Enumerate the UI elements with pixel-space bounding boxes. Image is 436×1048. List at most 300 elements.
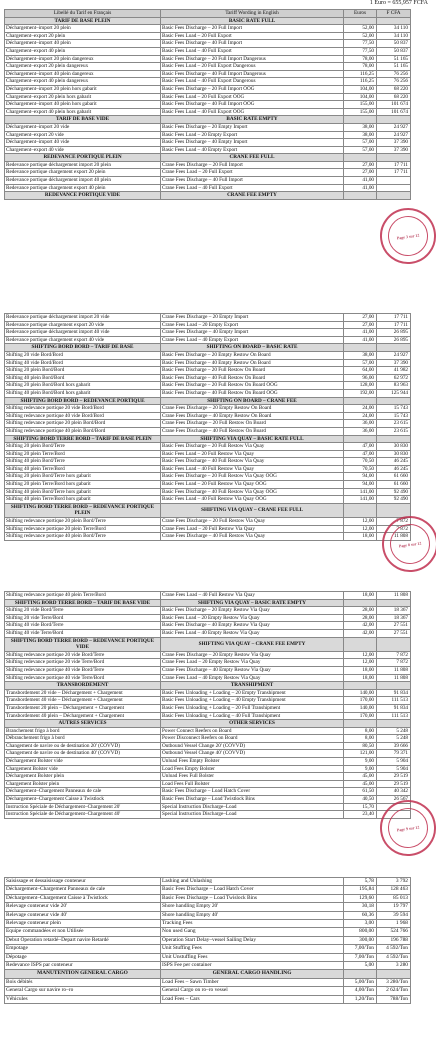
price-fcfa — [377, 184, 411, 192]
tariff-fr: Shifting redevance portique 20 plein Bord/Terre — [5, 518, 161, 526]
section-header-row — [5, 970, 411, 978]
table-row — [5, 697, 411, 705]
section-header-row — [5, 17, 411, 25]
section-filler — [377, 435, 411, 443]
price-fcfa: 79 371 — [377, 750, 411, 758]
tariff-en: Crane Fees Load – 40 Empty Export — [161, 336, 344, 344]
tariff-en: Basic Fees Discharge – 20 Full Import OOG — [161, 85, 344, 93]
header-english: Tariff Wording in English — [161, 10, 344, 18]
tariff-fr: Déchargement Bolster plein — [5, 773, 161, 781]
tariff-fr: Shifting 20 vide Bord/Terre — [5, 607, 161, 615]
tariff-en: Crane Fees Load – 20 Empty Export — [161, 321, 344, 329]
table-row — [5, 336, 411, 344]
section-filler — [377, 637, 411, 651]
price-fcfa: 34 110 — [377, 32, 411, 40]
tariff-fr: Redevance portique déchargement import 20 vide — [5, 314, 161, 322]
table-row — [5, 803, 411, 811]
tariff-fr: Déchargement–import 20 plein hors gabarit — [5, 85, 161, 93]
section-title-en: CRANE FEE FULL — [161, 154, 344, 162]
price-euros: 27,00 — [344, 321, 377, 329]
price-fcfa: 2 624/Ton — [377, 987, 411, 995]
price-euros: 1,20/Ton — [344, 995, 377, 1003]
price-fcfa: 11 808 — [377, 674, 411, 682]
tariff-fr: Redevance portique déchargement import 40 vide — [5, 329, 161, 337]
price-fcfa: 76 256 — [377, 78, 411, 86]
tariff-en: General Cargo on ro–ro vessel — [161, 987, 344, 995]
price-fcfa: 196 788 — [377, 936, 411, 944]
section-header-row — [5, 599, 411, 607]
price-fcfa: 29 519 — [377, 780, 411, 788]
table-row — [5, 622, 411, 630]
price-fcfa: 40 342 — [377, 788, 411, 796]
section-title-en: BASIC RATE EMPTY — [161, 116, 344, 124]
section-title-fr: SHIFTING BORD TERRE BORD – REDEVANCE PORTIQUE VIDE — [5, 637, 161, 651]
tariff-en: Basic Fees Unloading + Loading – 20 Full Transhipment — [161, 704, 344, 712]
tariff-en: Basic Fees Load – 20 Full Export OOG — [161, 93, 344, 101]
tariff-en: Basic Fees Discharge – 20 Empty Restow Via Quay — [161, 607, 344, 615]
price-fcfa: 3 280/Ton — [377, 978, 411, 986]
table-row — [5, 945, 411, 953]
price-euros: 38,00 — [344, 123, 377, 131]
table-row — [5, 146, 411, 154]
section-title-en: SHIFTING VIA QUAY – BASIC RATE FULL — [161, 435, 344, 443]
price-euros: 78,00 — [344, 63, 377, 71]
section-filler — [344, 344, 377, 352]
exchange-rate: 1 Euro = 655,957 FCFA — [369, 0, 428, 6]
tariff-fr: Transbordement 40 plein – Déchargement + Chargement — [5, 712, 161, 720]
tariff-fr: Déchargement–import 20 plein — [5, 25, 161, 33]
section-filler — [344, 720, 377, 728]
price-euros: 300,00 — [344, 936, 377, 944]
section-filler — [377, 192, 411, 200]
section-filler — [344, 637, 377, 651]
tariff-en: Basic Fees Discharge – 40 Full Import — [161, 40, 344, 48]
tariff-en: Basic Fees Discharge – 40 Empty Restow On Board — [161, 359, 344, 367]
tariff-en: Crane Fees Discharge – 20 Empty Restow Via Quay — [161, 651, 344, 659]
price-fcfa: 11 808 — [377, 592, 411, 600]
tariff-fr: Redevance portique déchargement import 40 plein — [5, 177, 161, 185]
section-title-fr: SHIFTING BORD TERRE BORD – REDEVANCE PORTIQUE PLEIN — [5, 503, 161, 517]
tariff-fr: Equipe commandées et non Utilisée — [5, 928, 161, 936]
price-euros: 18,00 — [344, 592, 377, 600]
tariff-fr: Bois débités — [5, 978, 161, 986]
table-row — [5, 666, 411, 674]
tariff-fr: Chargement–export 40 plein hors gabarit — [5, 108, 161, 116]
tariff-en: Basic Fees Discharge – 20 Full Restow On Board OOG — [161, 382, 344, 390]
section-filler — [377, 397, 411, 405]
section-header-row — [5, 503, 411, 517]
price-fcfa: 5 904 — [377, 765, 411, 773]
tariff-en: Operation Start Delay–vessel Sailing Delay — [161, 936, 344, 944]
section-filler — [344, 599, 377, 607]
price-fcfa: 524 766 — [377, 928, 411, 936]
price-euros: 27,00 — [344, 161, 377, 169]
section-filler — [377, 344, 411, 352]
tariff-en: Power Connect Reefers on Board — [161, 727, 344, 735]
tariff-en: Basic Fees Load – 20 Full Restow Via Quay — [161, 450, 344, 458]
tariff-en: Crane Fees Discharge – 20 Full Import — [161, 161, 344, 169]
section-filler — [344, 435, 377, 443]
price-fcfa: 51 165 — [377, 63, 411, 71]
price-fcfa: 24 927 — [377, 123, 411, 131]
table-row — [5, 78, 411, 86]
price-euros: 116,25 — [344, 78, 377, 86]
price-euros: 40,50 — [344, 796, 377, 804]
price-fcfa: 11 808 — [377, 666, 411, 674]
section-title-en: TRANSHIPMENT — [161, 682, 344, 690]
price-euros: 129,60 — [344, 894, 377, 902]
table-row — [5, 496, 411, 504]
price-euros: 121,00 — [344, 750, 377, 758]
price-euros: 140,00 — [344, 704, 377, 712]
tariff-en: Basic Fees Load – 20 Full Restow Via Quay OOG — [161, 481, 344, 489]
tariff-en: Crane Fees Discharge – 20 Full Restow Via Quay — [161, 518, 344, 526]
tariff-fr: Déchargement–import 20 vide — [5, 123, 161, 131]
price-fcfa: 37 390 — [377, 146, 411, 154]
tariff-fr: Saisissage et dessaisissage conteneur — [5, 878, 161, 886]
price-fcfa: 37 390 — [377, 359, 411, 367]
table-row — [5, 811, 411, 819]
section-header-row — [5, 720, 411, 728]
table-row — [5, 712, 411, 720]
tariff-en: Basic Fees Load – 20 Full Export — [161, 32, 344, 40]
price-fcfa: 34 110 — [377, 25, 411, 33]
table-row — [5, 886, 411, 894]
price-fcfa: 101 674 — [377, 101, 411, 109]
tariff-fr: Chargement–export 40 plein dangereux — [5, 78, 161, 86]
tariff-fr: Shifting redevance portique 20 plein Terre/Bord — [5, 525, 161, 533]
price-fcfa: 61 660 — [377, 481, 411, 489]
section-title-fr: AUTRES SERVICES — [5, 720, 161, 728]
price-euros: 192,00 — [344, 389, 377, 397]
price-fcfa — [377, 177, 411, 185]
table-row — [5, 420, 411, 428]
tariff-en: Basic Fees Discharge – 20 Full Restow On Board — [161, 367, 344, 375]
price-euros: 60,36 — [344, 911, 377, 919]
table-row — [5, 412, 411, 420]
price-fcfa: 30 830 — [377, 450, 411, 458]
price-fcfa: 1 968 — [377, 920, 411, 928]
tariff-en: Outbound Vessel Change 20' (COVVD) — [161, 742, 344, 750]
price-fcfa: 7 872 — [377, 518, 411, 526]
price-euros: 27,00 — [344, 314, 377, 322]
section-header-row — [5, 154, 411, 162]
price-euros: 12,00 — [344, 518, 377, 526]
tariff-fr: Shifting redevance portique 40 plein Bord/Bord — [5, 427, 161, 435]
tariff-en: Crane Fees Load – 40 Full Restow Via Quay — [161, 592, 344, 600]
tariff-en: Crane Fees Load – 40 Full Export — [161, 184, 344, 192]
price-euros: 80,50 — [344, 742, 377, 750]
tariff-fr: Transbordement 20 vide – Déchargement + Chargement — [5, 689, 161, 697]
price-euros: 52,00 — [344, 25, 377, 33]
price-euros: 23,40 — [344, 811, 377, 819]
tariff-fr: Shifting 40 plein Bord/Bord hors gabarit — [5, 389, 161, 397]
tariff-en: Crane Fees Discharge – 40 Full Restow Via Quay — [161, 533, 344, 541]
price-euros: 18,00 — [344, 674, 377, 682]
price-euros: 12,00 — [344, 525, 377, 533]
price-fcfa: 46 245 — [377, 458, 411, 466]
price-fcfa: 788/Ton — [377, 995, 411, 1003]
table-row — [5, 953, 411, 961]
table-row — [5, 481, 411, 489]
price-fcfa: 17 711 — [377, 169, 411, 177]
price-euros: 8,00 — [344, 735, 377, 743]
price-fcfa: 41 982 — [377, 367, 411, 375]
tariff-fr: Véhicules — [5, 995, 161, 1003]
price-euros: 47,00 — [344, 450, 377, 458]
table-row — [5, 177, 411, 185]
section-filler — [344, 154, 377, 162]
tariff-en: Crane Fees Discharge – 40 Full Restow On Board — [161, 427, 344, 435]
tariff-en: Crane Fees Discharge – 20 Full Restow On Board — [161, 420, 344, 428]
price-euros: 18,00 — [344, 666, 377, 674]
tariff-en: Basic Fees Discharge – 20 Full Restow Via Quay OOG — [161, 473, 344, 481]
table-row — [5, 878, 411, 886]
price-euros: 57,00 — [344, 359, 377, 367]
tariff-fr: Transbordement 40 vide – Déchargement + Chargement — [5, 697, 161, 705]
tariff-fr: Shifting 40 plein Bord/Terre — [5, 458, 161, 466]
tariff-en: Basic Fees Unloading + Loading – 40 Full Transhipment — [161, 712, 344, 720]
tariff-en: Crane Fees Discharge – 20 Empty Restow On Board — [161, 405, 344, 413]
section-filler — [377, 682, 411, 690]
price-euros: 12,00 — [344, 659, 377, 667]
tariff-en: Crane Fees Discharge – 40 Empty Restow Via Quay — [161, 666, 344, 674]
price-fcfa: 7 872 — [377, 659, 411, 667]
table-row — [5, 367, 411, 375]
price-euros: 41,00 — [344, 177, 377, 185]
price-fcfa: 7 872 — [377, 525, 411, 533]
price-euros: 170,00 — [344, 697, 377, 705]
tariff-en: Load Fees Empty Bolster — [161, 765, 344, 773]
tariff-fr: Déchargement–import 40 plein — [5, 40, 161, 48]
price-euros: 5,78 — [344, 878, 377, 886]
price-euros: 52,00 — [344, 32, 377, 40]
price-euros: 24,00 — [344, 412, 377, 420]
table-row — [5, 995, 411, 1003]
tariff-en: Unit Unstuffing Fees — [161, 953, 344, 961]
section-title-fr: TRANSBORDEMENT — [5, 682, 161, 690]
price-fcfa: 26 895 — [377, 329, 411, 337]
tariff-en: Basic Fees Load – 40 Empty Restow Via Quay — [161, 629, 344, 637]
section-title-fr: REDEVANCE PORTIQUE PLEIN — [5, 154, 161, 162]
stamp-page-label: Page 9 sur 12 — [396, 823, 420, 833]
tariff-fr: Shifting redevance portique 40 vide Bord/Terre — [5, 666, 161, 674]
price-euros: 45,00 — [344, 773, 377, 781]
table-row — [5, 962, 411, 970]
price-euros: 38,00 — [344, 131, 377, 139]
section-filler — [344, 116, 377, 124]
tariff-en: Basic Fees Discharge – 40 Empty Restow Via Quay — [161, 622, 344, 630]
section-title-fr: SHIFTING BORD TERRE BORD – TARIF DE BASE PLEIN — [5, 435, 161, 443]
price-fcfa: 83 963 — [377, 382, 411, 390]
table-row — [5, 93, 411, 101]
section-title-en: SHIFTING ON BOARD – CRANE FEE — [161, 397, 344, 405]
tariff-en: Basic Fees Load – 40 Empty Export — [161, 146, 344, 154]
price-euros: 128,00 — [344, 382, 377, 390]
price-fcfa: 11 808 — [377, 533, 411, 541]
tariff-fr: Déchargement–import 40 plein hors gabarit — [5, 101, 161, 109]
price-fcfa: 51 165 — [377, 55, 411, 63]
price-fcfa: 18 367 — [377, 607, 411, 615]
section-title-en: SHIFTING VIA QUAY – BASIC RATE EMPTY — [161, 599, 344, 607]
price-euros: 64,00 — [344, 367, 377, 375]
tariff-en: Load Fees – Cars — [161, 995, 344, 1003]
price-euros: 7,00/Ton — [344, 953, 377, 961]
section-title-fr: SHIFTING BORD BORD – REDEVANCE PORTIQUE — [5, 397, 161, 405]
section-header-row — [5, 637, 411, 651]
price-euros: 8,00 — [344, 727, 377, 735]
table-row — [5, 894, 411, 902]
tariff-fr: Changement de navire ou de destination 40' (COVVD) — [5, 750, 161, 758]
price-fcfa: 91 834 — [377, 704, 411, 712]
section-filler — [344, 192, 377, 200]
table-row — [5, 928, 411, 936]
section-filler — [377, 720, 411, 728]
price-fcfa: 85 013 — [377, 894, 411, 902]
tariff-en: Non used Gang — [161, 928, 344, 936]
tariff-table-page-10 — [4, 877, 411, 1004]
table-row — [5, 161, 411, 169]
section-filler — [377, 116, 411, 124]
table-row — [5, 123, 411, 131]
tariff-fr: Déchargement–Chargement Panneaux de cale — [5, 788, 161, 796]
price-fcfa: 46 245 — [377, 465, 411, 473]
tariff-table-page-9 — [4, 591, 411, 819]
price-euros: 104,00 — [344, 93, 377, 101]
table-row — [5, 458, 411, 466]
table-row — [5, 40, 411, 48]
table-row — [5, 987, 411, 995]
price-euros: 42,00 — [344, 629, 377, 637]
table-row — [5, 735, 411, 743]
price-fcfa: 50 837 — [377, 40, 411, 48]
price-fcfa: 5 248 — [377, 735, 411, 743]
price-fcfa: 17 711 — [377, 161, 411, 169]
tariff-fr: Chargement–export 40 plein — [5, 47, 161, 55]
tariff-fr: Shifting redevance portique 40 vide Bord/Bord — [5, 412, 161, 420]
table-row — [5, 592, 411, 600]
price-fcfa: 61 660 — [377, 473, 411, 481]
tariff-fr: Shifting redevance portique 20 vide Bord/Terre — [5, 651, 161, 659]
tariff-en: Basic Fees Discharge – Load Twislock Bins — [161, 894, 344, 902]
table-row — [5, 25, 411, 33]
tariff-fr: Shifting 40 plein Terre/Bord — [5, 465, 161, 473]
price-fcfa: 24 927 — [377, 351, 411, 359]
tariff-fr: Shifting 20 plein Bord/Terre hors gabarit — [5, 473, 161, 481]
table-row — [5, 533, 411, 541]
table-row — [5, 63, 411, 71]
tariff-en: Lashing and Unlashing — [161, 878, 344, 886]
tariff-en: Crane Fees Discharge – 40 Empty Restow On Board — [161, 412, 344, 420]
tariff-fr: Chargement Bolster vide — [5, 765, 161, 773]
price-fcfa: 37 390 — [377, 139, 411, 147]
price-euros: 94,00 — [344, 481, 377, 489]
tariff-fr: Shifting 40 vide Terre/Bord — [5, 629, 161, 637]
tariff-fr: Déchargement–import 20 plein dangereux — [5, 55, 161, 63]
table-row — [5, 607, 411, 615]
price-fcfa: 5 248 — [377, 727, 411, 735]
section-filler — [377, 970, 411, 978]
table-row — [5, 70, 411, 78]
price-fcfa: 62 972 — [377, 374, 411, 382]
tariff-en: Power Disconnect Reefers on Board — [161, 735, 344, 743]
section-filler — [377, 599, 411, 607]
tariff-fr: Shifting 40 vide Bord/Terre — [5, 622, 161, 630]
table-row — [5, 920, 411, 928]
section-title-fr: MANUTENTION GENERAL CARGO — [5, 970, 161, 978]
price-fcfa: 111 513 — [377, 712, 411, 720]
tariff-en: Basic Fees Discharge – Load Twistlock Bins — [161, 796, 344, 804]
tariff-en: Crane Fees Load – 20 Full Restow Via Quay — [161, 525, 344, 533]
tariff-en: Basic Fees Load – 20 Empty Restow Via Quay — [161, 614, 344, 622]
table-row — [5, 518, 411, 526]
price-fcfa: 15 743 — [377, 412, 411, 420]
tariff-en: Load Fees – Sawn Timber — [161, 978, 344, 986]
table-row — [5, 689, 411, 697]
price-euros: 27,00 — [344, 169, 377, 177]
table-row — [5, 936, 411, 944]
stamp-page-label: Page 8 sur 12 — [398, 539, 422, 549]
section-header-row — [5, 116, 411, 124]
section-header-row — [5, 344, 411, 352]
table-row — [5, 101, 411, 109]
tariff-fr: Shifting 20 plein Bord/Terre — [5, 443, 161, 451]
section-title-fr: SHIFTING BORD BORD – TARIF DE BASE — [5, 344, 161, 352]
table-row — [5, 131, 411, 139]
tariff-en: Basic Fees Discharge – 20 Empty Import — [161, 123, 344, 131]
price-fcfa: 92 490 — [377, 488, 411, 496]
tariff-fr: Changement de navire ou de destination 20' (COVVD) — [5, 742, 161, 750]
table-row — [5, 651, 411, 659]
price-euros: 28,00 — [344, 614, 377, 622]
price-fcfa: 26 567 — [377, 796, 411, 804]
tariff-fr: Relevage conteneur plein — [5, 920, 161, 928]
table-row — [5, 742, 411, 750]
price-fcfa: 7 872 — [377, 651, 411, 659]
section-title-en: SHIFTING VIA QUAY – CRANE FEE EMPTY — [161, 637, 344, 651]
tariff-en: Basic Fees Load – 40 Full Export Dangerous — [161, 78, 344, 86]
tariff-fr: Shifting 20 plein Bord/Bord — [5, 367, 161, 375]
section-header-row — [5, 682, 411, 690]
price-euros: 7,00/Ton — [344, 945, 377, 953]
table-row — [5, 329, 411, 337]
price-euros: 96,00 — [344, 374, 377, 382]
price-fcfa: 29 519 — [377, 773, 411, 781]
price-fcfa: 4 592/Ton — [377, 953, 411, 961]
price-euros: 24,00 — [344, 405, 377, 413]
tariff-en: Load Fees Full Bolster — [161, 780, 344, 788]
price-euros: 61,50 — [344, 788, 377, 796]
price-euros: 45,00 — [344, 780, 377, 788]
tariff-en: Unload Fees Full Bolster — [161, 773, 344, 781]
tariff-fr: Chargement–export 20 vide — [5, 131, 161, 139]
tariff-en: Basic Fees Unloading + Loading – 20 Empty Transhipment — [161, 689, 344, 697]
tariff-fr: Déchargement–Chargement Caisse à Twistlock — [5, 894, 161, 902]
tariff-en: ISPS Fee per container — [161, 962, 344, 970]
table-row — [5, 525, 411, 533]
price-fcfa: 39 666 — [377, 742, 411, 750]
table-row — [5, 903, 411, 911]
tariff-fr: General Cargo sur navire ro–ro — [5, 987, 161, 995]
table-row — [5, 443, 411, 451]
tariff-fr: Shifting 40 plein Terre/Bord hors gabarit — [5, 496, 161, 504]
price-euros: 5,00/Ton — [344, 978, 377, 986]
price-fcfa: 76 256 — [377, 70, 411, 78]
table-row — [5, 788, 411, 796]
tariff-fr: Transbordement 20 plein – Déchargement + Chargement — [5, 704, 161, 712]
tariff-fr: Redevance portique chargement export 20 vide — [5, 321, 161, 329]
table-row — [5, 978, 411, 986]
